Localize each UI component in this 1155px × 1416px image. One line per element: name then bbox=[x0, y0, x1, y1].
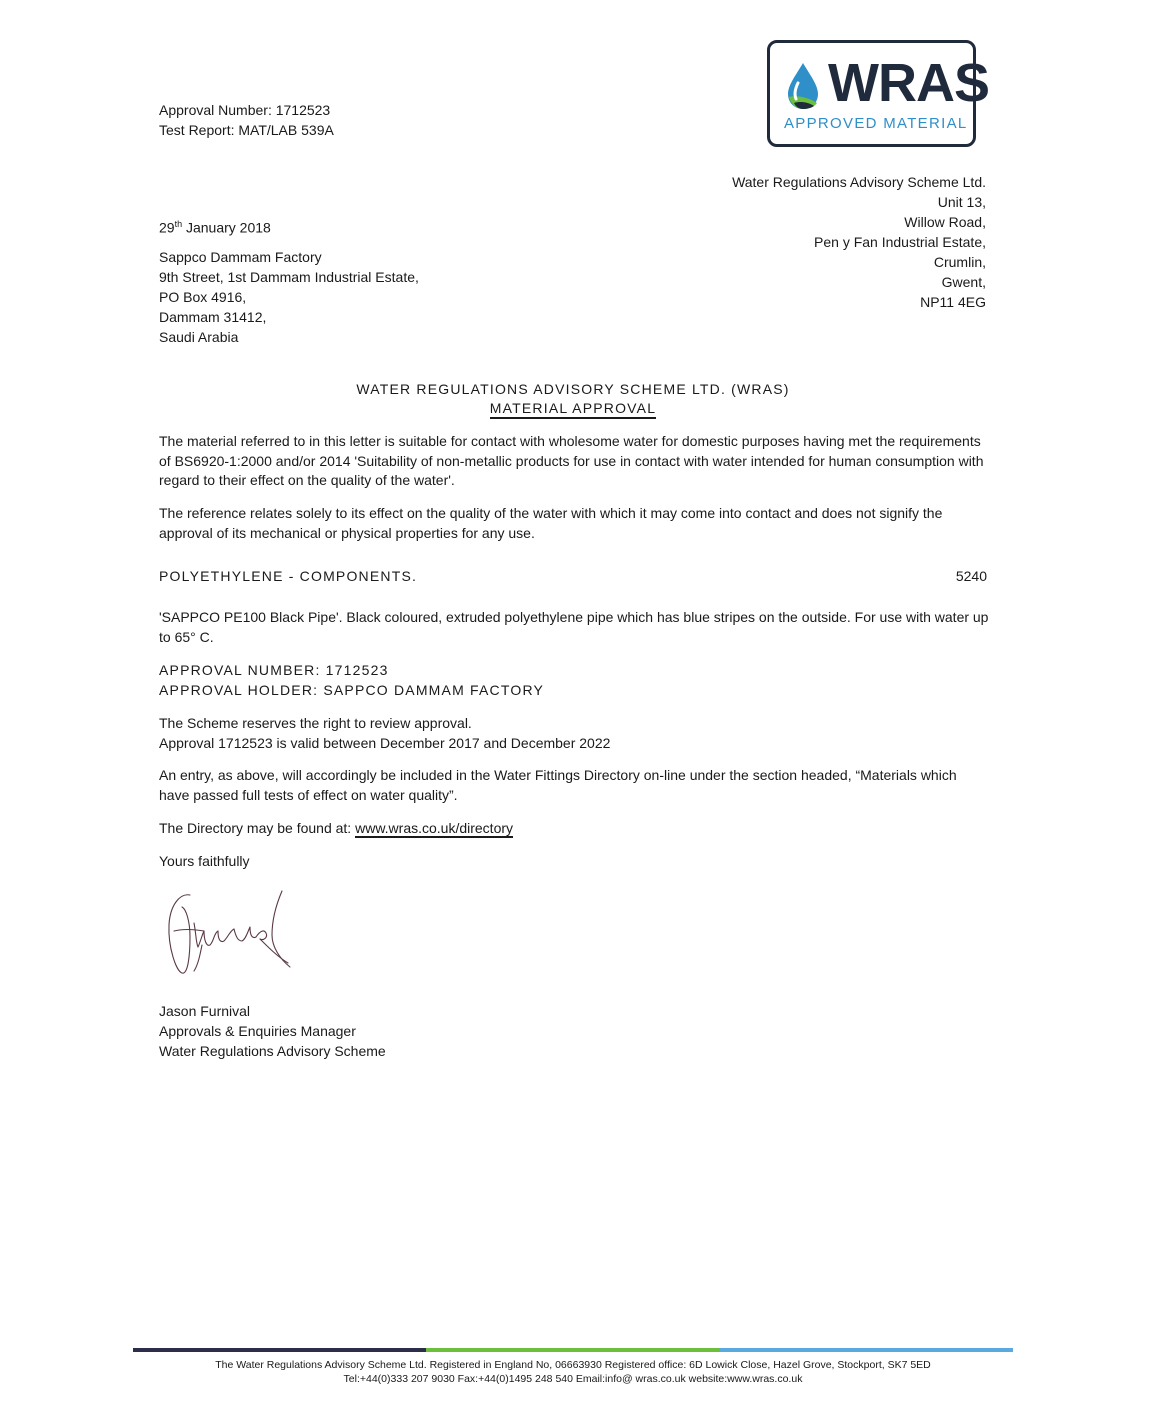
sender-line: Pen y Fan Industrial Estate, bbox=[814, 234, 986, 250]
sender-line: NP11 4EG bbox=[920, 294, 986, 310]
footer-bar-segment bbox=[133, 1348, 426, 1352]
recipient-address bbox=[159, 247, 419, 347]
sender-line: Willow Road, bbox=[904, 214, 986, 230]
letter-date bbox=[159, 214, 271, 238]
closing-salutation: Yours faithfully bbox=[159, 853, 250, 869]
date-day: 29 bbox=[159, 219, 175, 236]
paragraph-directory-link bbox=[159, 818, 513, 838]
paragraph-suitability: The material referred to in this letter is suitable for contact with wholesome water for domestic purposes having met the requirements of BS6920-1:2000 and/or 2014 'Suitability of non-metallic products for use in contact with water intended for human consumption with regard to their effect on the quality of the water'. bbox=[159, 433, 984, 489]
date-suffix: th bbox=[174, 219, 183, 229]
paragraph-validity bbox=[159, 713, 610, 753]
directory-link[interactable]: www.wras.co.uk/directory bbox=[355, 820, 514, 836]
recipient-line: 9th Street, 1st Dammam Industrial Estate, bbox=[159, 269, 419, 285]
signatory-block bbox=[159, 1001, 386, 1061]
signatory-title: Approvals & Enquiries Manager bbox=[159, 1023, 356, 1039]
review-right-line: The Scheme reserves the right to review approval. bbox=[159, 715, 472, 731]
footer-bar-segment bbox=[720, 1348, 1013, 1352]
directory-prefix: The Directory may be found at: bbox=[159, 820, 356, 836]
handwritten-signature bbox=[160, 885, 300, 980]
footer-text bbox=[133, 1358, 1013, 1386]
paragraph-reference: The reference relates solely to its effect on the quality of the water with which it may come into contact and does not signify the approval of its mechanical or physical properties for any use. bbox=[159, 505, 943, 541]
footer-bar-segment bbox=[426, 1348, 720, 1352]
recipient-line: Dammam 31412, bbox=[159, 309, 267, 325]
signatory-name: Jason Furnival bbox=[159, 1003, 251, 1019]
category-row bbox=[159, 566, 987, 586]
sender-address bbox=[732, 172, 986, 312]
signatory-organisation: Water Regulations Advisory Scheme bbox=[159, 1043, 386, 1059]
recipient-line: Saudi Arabia bbox=[159, 329, 239, 345]
heading-title: WATER REGULATIONS ADVISORY SCHEME LTD. (WRAS) bbox=[356, 381, 790, 397]
paragraph-product-description: 'SAPPCO PE100 Black Pipe'. Black coloured, extruded polyethylene pipe which has blue stripes on the outside. For use with water up to 65° C. bbox=[159, 609, 989, 645]
paragraph-directory-entry: An entry, as above, will accordingly be included in the Water Fittings Directory on-line under the section headed, “Materials which have passed full tests of effect on water quality”. bbox=[159, 767, 957, 803]
sender-line: Unit 13, bbox=[937, 194, 986, 210]
approval-number-line: APPROVAL NUMBER: 1712523 bbox=[159, 662, 389, 678]
footer-color-bar bbox=[133, 1348, 1013, 1352]
recipient-line: PO Box 4916, bbox=[159, 289, 247, 305]
logo-tagline: APPROVED MATERIAL bbox=[784, 115, 968, 132]
sender-line: Crumlin, bbox=[933, 254, 986, 270]
water-drop-icon bbox=[786, 61, 820, 111]
category-name: POLYETHYLENE - COMPONENTS. bbox=[159, 568, 418, 584]
recipient-line: Sappco Dammam Factory bbox=[159, 249, 322, 265]
approval-details bbox=[159, 660, 544, 700]
validity-line: Approval 1712523 is valid between December 2017 and December 2022 bbox=[159, 735, 611, 751]
approval-number-header: Approval Number: 1712523 bbox=[159, 102, 331, 118]
approval-holder-line: APPROVAL HOLDER: SAPPCO DAMMAM FACTORY bbox=[159, 682, 545, 698]
heading-subtitle: MATERIAL APPROVAL bbox=[490, 399, 656, 419]
letter-heading bbox=[159, 379, 987, 419]
approval-meta bbox=[159, 100, 334, 140]
test-report: Test Report: MAT/LAB 539A bbox=[159, 122, 334, 138]
wras-logo bbox=[767, 40, 989, 147]
sender-line: Water Regulations Advisory Scheme Ltd. bbox=[732, 174, 986, 190]
footer-contact: Tel:+44(0)333 207 9030 Fax:+44(0)1495 248 540 Email:info@ wras.co.uk website:www.wras.co.uk bbox=[343, 1373, 803, 1385]
sender-line: Gwent, bbox=[941, 274, 986, 290]
category-code: 5240 bbox=[955, 568, 987, 584]
date-rest: January 2018 bbox=[182, 219, 271, 236]
footer-registration: The Water Regulations Advisory Scheme Ltd. Registered in England No, 06663930 Registered office: 6D Lowick Close, Hazel Grove, Stockport, SK7 5ED bbox=[215, 1359, 931, 1371]
logo-wordmark: WRAS bbox=[828, 53, 989, 113]
